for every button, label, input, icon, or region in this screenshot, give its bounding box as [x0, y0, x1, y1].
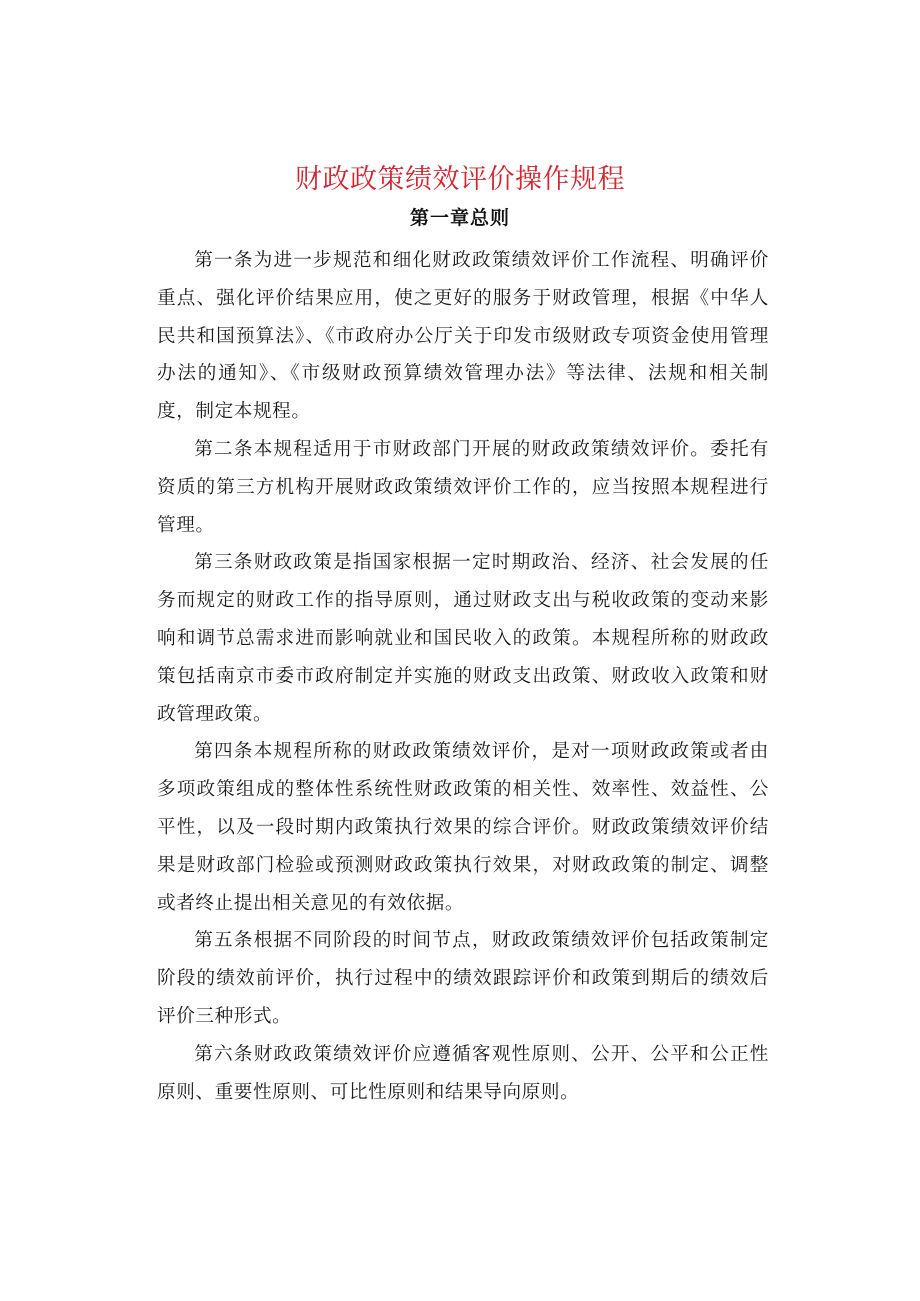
article-5-paragraph: 第五条根据不同阶段的时间节点，财政政策绩效评价包括政策制定阶段的绩效前评价，执行过程中的绩效跟踪评价和政策到期后的绩效后评价三种形式。	[157, 930, 769, 1027]
article-4-paragraph: 第四条本规程所称的财政政策绩效评价，是对一项财政政策或者由多项政策组成的整体性系统性财政政策的相关性、效率性、效益性、公平性，以及一段时期内政策执行效果的综合评价。财政政策绩效评价结果是财政部门检验或预测财政政策执行效果，对财政政策的制定、调整或者终止提出相关意见的有效依据。	[157, 741, 769, 914]
article-2-paragraph: 第二条本规程适用于市财政部门开展的财政政策绩效评价。委托有资质的第三方机构开展财政政策绩效评价工作的，应当按照本规程进行管理。	[157, 438, 769, 536]
document-title: 财政政策绩效评价操作规程	[295, 164, 625, 195]
document-body	[157, 242, 769, 1111]
article-3-paragraph: 第三条财政政策是指国家根据一定时期政治、经济、社会发展的任务而规定的财政工作的指导原则，通过财政支出与税收政策的变动来影响和调节总需求进而影响就业和国民收入的政策。本规程所称的财政政策包括南京市委市政府制定并实施的财政支出政策、财政收入政策和财政管理政策。	[157, 552, 769, 725]
article-1-paragraph: 第一条为进一步规范和细化财政政策绩效评价工作流程、明确评价重点、强化评价结果应用，使之更好的服务于财政管理，根据《中华人民共和国预算法》、《市政府办公厅关于印发市级财政专项资金使用管理办法的通知》、《市级财政预算绩效管理办法》等法律、法规和相关制度，制定本规程。	[157, 250, 769, 423]
chapter-title: 第一章总则	[409, 207, 510, 229]
article-6-paragraph: 第六条财政政策绩效评价应遵循客观性原则、公开、公平和公正性原则、重要性原则、可比性原则和结果导向原则。	[157, 1043, 769, 1103]
